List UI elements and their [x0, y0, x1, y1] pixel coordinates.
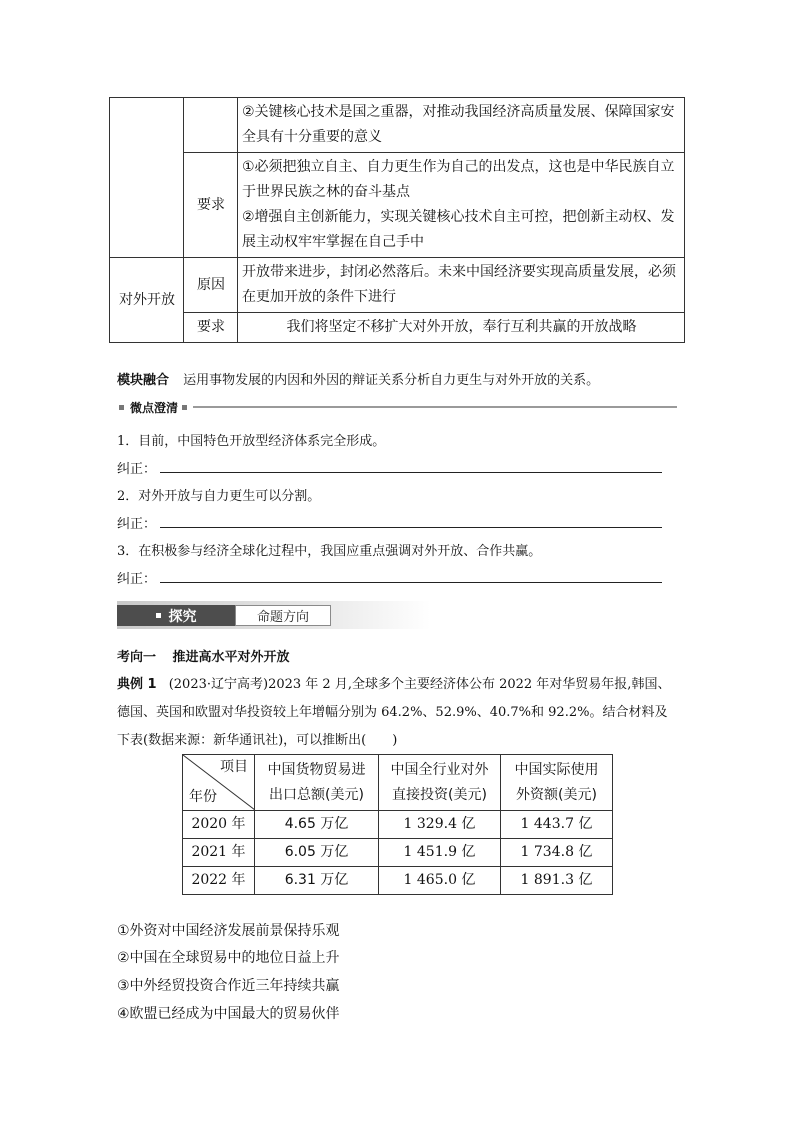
fdi-cell: 1 891.3 亿: [501, 867, 613, 895]
trade-cell: 4.65 万亿: [255, 811, 379, 839]
row-label-requirement: 要求: [184, 313, 238, 343]
year-cell: 2022 年: [183, 867, 255, 895]
fdi-cell: 1 734.8 亿: [501, 839, 613, 867]
square-bullet-icon: [119, 405, 124, 410]
table-row: [110, 258, 685, 313]
direction-label: 考向一: [117, 650, 157, 665]
micro-clarification-heading: [117, 398, 677, 416]
module-integration: [117, 369, 599, 388]
invest-cell: 1 329.4 亿: [379, 811, 501, 839]
explore-banner: [117, 601, 431, 629]
table-cell-text: [238, 258, 685, 313]
header-line: 中国实际使用: [514, 761, 599, 778]
correction-blank-3[interactable]: [160, 582, 662, 583]
fdi-cell: 1 443.7 亿: [501, 811, 613, 839]
header-line: 外资额(美元): [516, 786, 597, 803]
statement-3: 3．在积极参与经济全球化过程中，我国应重点强调对外开放、合作共赢。: [117, 544, 542, 559]
invest-cell: 1 465.0 亿: [379, 867, 501, 895]
table-header-row: [183, 755, 613, 811]
text-line: ①必须把独立自主、自力更生作为自己的出发点，这也是中华民族自立: [242, 159, 675, 175]
direction-title: 推进高水平对外开放: [172, 650, 290, 665]
row-label-requirement: 要求: [184, 153, 238, 258]
text-line: 开放带来进步，封闭必然落后。未来中国经济要实现高质量发展，必须: [242, 264, 676, 280]
option-2: ②中国在全球贸易中的地位日益上升: [117, 950, 340, 966]
example-line-2: 德国、英国和欧盟对华投资较上年增幅分别为 64.2%、52.9%、40.7%和 92.2%。结合材料及: [117, 705, 668, 720]
table-row: [183, 867, 613, 895]
correction-blank-2[interactable]: [160, 527, 662, 528]
year-cell: 2021 年: [183, 839, 255, 867]
explore-tab: [117, 605, 235, 626]
square-bullet-icon: [182, 405, 187, 410]
correction-label: 纠正：: [117, 462, 157, 477]
header-line: 中国全行业对外: [390, 761, 489, 778]
direction-heading: [117, 646, 290, 665]
module-label: 模块融合: [117, 373, 170, 388]
correction-blank-1[interactable]: [160, 472, 662, 473]
table-cell-text: [238, 153, 685, 258]
table-row: [110, 98, 685, 153]
example-line-1: [117, 673, 670, 692]
group-label-opening-up: 对外开放: [110, 258, 184, 343]
section-title: 微点澄清: [130, 400, 179, 415]
text-line: ②关键核心技术是国之重器，对推动我国经济高质量发展、保障国家安: [242, 104, 675, 120]
header-year: 年份: [189, 789, 217, 805]
square-bullet-icon: [156, 613, 161, 618]
header-line: 中国货物贸易进: [267, 761, 366, 778]
divider: [193, 406, 677, 408]
text-line: ②增强自主创新能力，实现关键核心技术自主可控，把创新主动权、发: [242, 209, 675, 225]
correction-label: 纠正：: [117, 572, 157, 587]
example-text: (2023·辽宁高考)2023 年 2 月,全球多个主要经济体公布 2022 年对华贸易年报,韩国、: [168, 677, 671, 692]
option-4: ④欧盟已经成为中国最大的贸易伙伴: [117, 1006, 340, 1022]
row-label-reason: 原因: [184, 258, 238, 313]
column-header: [379, 755, 501, 811]
proposition-direction-tab: 命题方向: [235, 605, 331, 626]
year-cell: 2020 年: [183, 811, 255, 839]
header-item: 项目: [220, 759, 248, 775]
table-cell-text: 我们将坚定不移扩大对外开放，奉行互利共赢的开放战略: [238, 313, 685, 343]
option-1: ①外资对中国经济发展前景保持乐观: [117, 923, 340, 939]
module-text: 运用事物发展的内因和外因的辩证关系分析自力更生与对外开放的关系。: [183, 373, 600, 388]
diagonal-header-cell: [183, 755, 255, 811]
table-cell-text: [238, 98, 685, 153]
trade-data-table: [182, 754, 613, 895]
column-header: [501, 755, 613, 811]
table-row: [110, 313, 685, 343]
column-header: [255, 755, 379, 811]
table-cell-empty: [110, 98, 184, 258]
table-row: [183, 839, 613, 867]
option-3: ③中外经贸投资合作近三年持续共赢: [117, 978, 340, 994]
example-line-3: 下表(数据来源：新华通讯社)，可以推断出( ): [117, 733, 398, 748]
text-line: 展主动权牢牢掌握在自己手中: [242, 234, 424, 250]
policy-table: [109, 97, 685, 343]
text-line: 于世界民族之林的奋斗基点: [242, 184, 410, 200]
invest-cell: 1 451.9 亿: [379, 839, 501, 867]
trade-cell: 6.05 万亿: [255, 839, 379, 867]
header-line: 出口总额(美元): [269, 786, 364, 803]
example-label: 典例 1: [117, 677, 157, 692]
text-line: 全具有十分重要的意义: [242, 129, 382, 145]
correction-label: 纠正：: [117, 517, 157, 532]
table-row: [183, 811, 613, 839]
statement-2: 2．对外开放与自力更生可以分割。: [117, 489, 321, 504]
table-row: [110, 153, 685, 258]
text-line: 在更加开放的条件下进行: [242, 289, 396, 305]
trade-cell: 6.31 万亿: [255, 867, 379, 895]
statement-1: 1．目前，中国特色开放型经济体系完全形成。: [117, 434, 386, 449]
header-line: 直接投资(美元): [392, 786, 487, 803]
table-cell-empty: [184, 98, 238, 153]
explore-label: 探究: [168, 608, 197, 625]
